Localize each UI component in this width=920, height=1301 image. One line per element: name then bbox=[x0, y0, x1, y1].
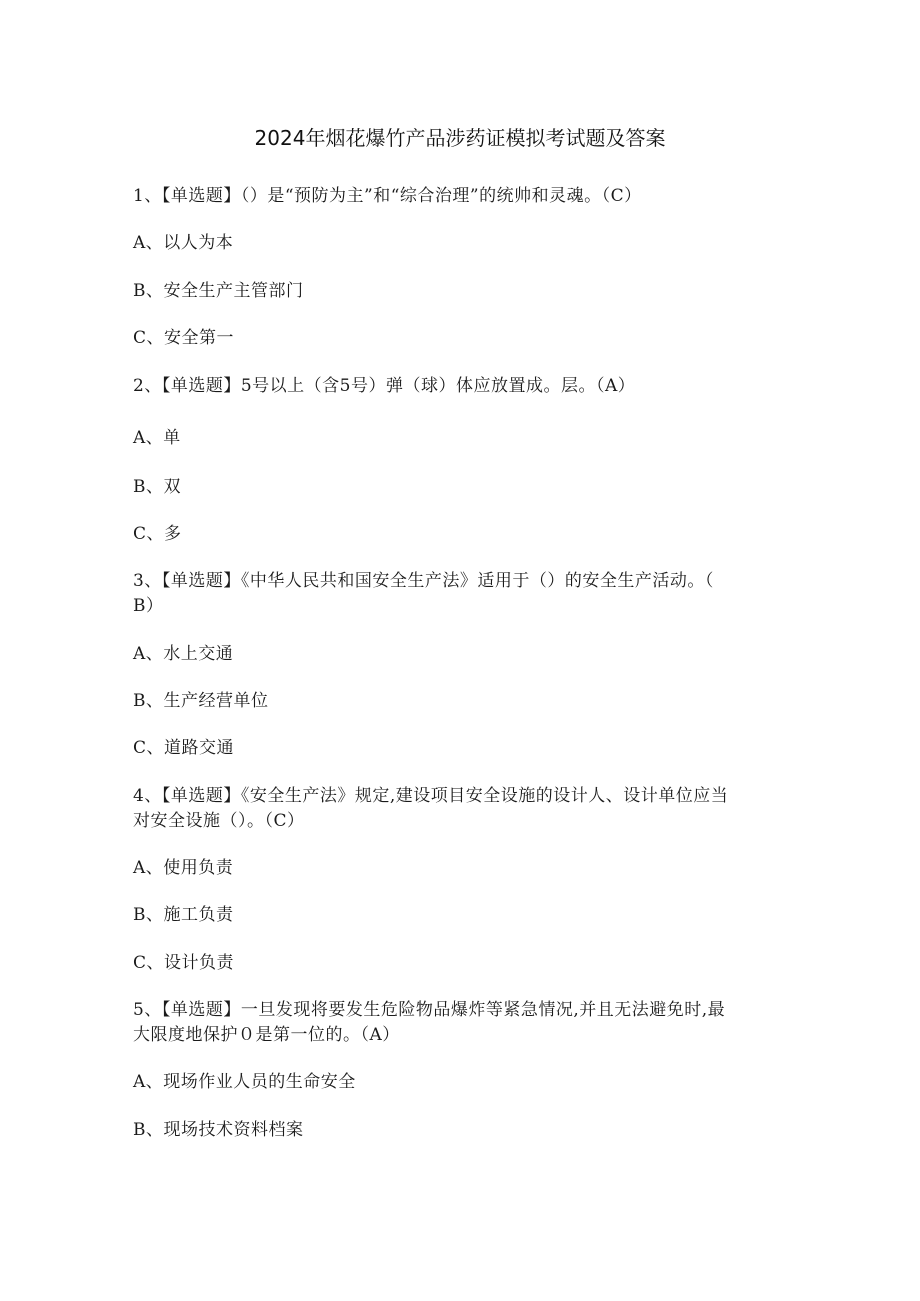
question-5-option-a: A、现场作业人员的生命安全 bbox=[133, 1072, 356, 1092]
question-1-option-c: C、安全第一 bbox=[133, 328, 235, 348]
question-3-stem-line-2: B） bbox=[133, 596, 164, 616]
question-2-option-c: C、多 bbox=[133, 524, 182, 544]
question-1-option-a: A、以人为本 bbox=[133, 233, 234, 253]
question-3-stem-line-1: 3、【单选题】《中华人民共和国安全生产法》适用于（）的安全生产活动。（ bbox=[133, 571, 714, 591]
question-4-option-c: C、设计负责 bbox=[133, 953, 235, 973]
question-3-option-a: A、水上交通 bbox=[133, 644, 234, 664]
question-2-option-a: A、单 bbox=[133, 428, 181, 448]
question-2-stem: 2、【单选题】5号以上（含5号）弹（球）体应放置成。层。（A） bbox=[133, 376, 636, 396]
question-4-stem-line-2: 对安全设施（）。（C） bbox=[133, 811, 305, 831]
question-5-option-b: B、现场技术资料档案 bbox=[133, 1120, 304, 1140]
question-2-option-b: B、双 bbox=[133, 477, 181, 497]
question-1-option-b: B、安全生产主管部门 bbox=[133, 281, 304, 301]
question-1-stem: 1、【单选题】（）是“预防为主”和“综合治理”的统帅和灵魂。（C） bbox=[133, 186, 642, 206]
question-3-option-b: B、生产经营单位 bbox=[133, 691, 269, 711]
question-4-option-a: A、使用负责 bbox=[133, 858, 234, 878]
document-title: 2024年烟花爆竹产品涉药证模拟考试题及答案 bbox=[254, 126, 666, 150]
question-4-option-b: B、施工负责 bbox=[133, 905, 234, 925]
question-4-stem-line-1: 4、【单选题】《安全生产法》规定,建设项目安全设施的设计人、设计单位应当 bbox=[133, 786, 729, 806]
question-5-stem-line-2: 大限度地保护０是第一位的。（A） bbox=[133, 1025, 400, 1045]
question-5-stem-line-1: 5、【单选题】一旦发现将要发生危险物品爆炸等紧急情况,并且无法避免时,最 bbox=[133, 1000, 726, 1020]
question-3-option-c: C、道路交通 bbox=[133, 738, 235, 758]
